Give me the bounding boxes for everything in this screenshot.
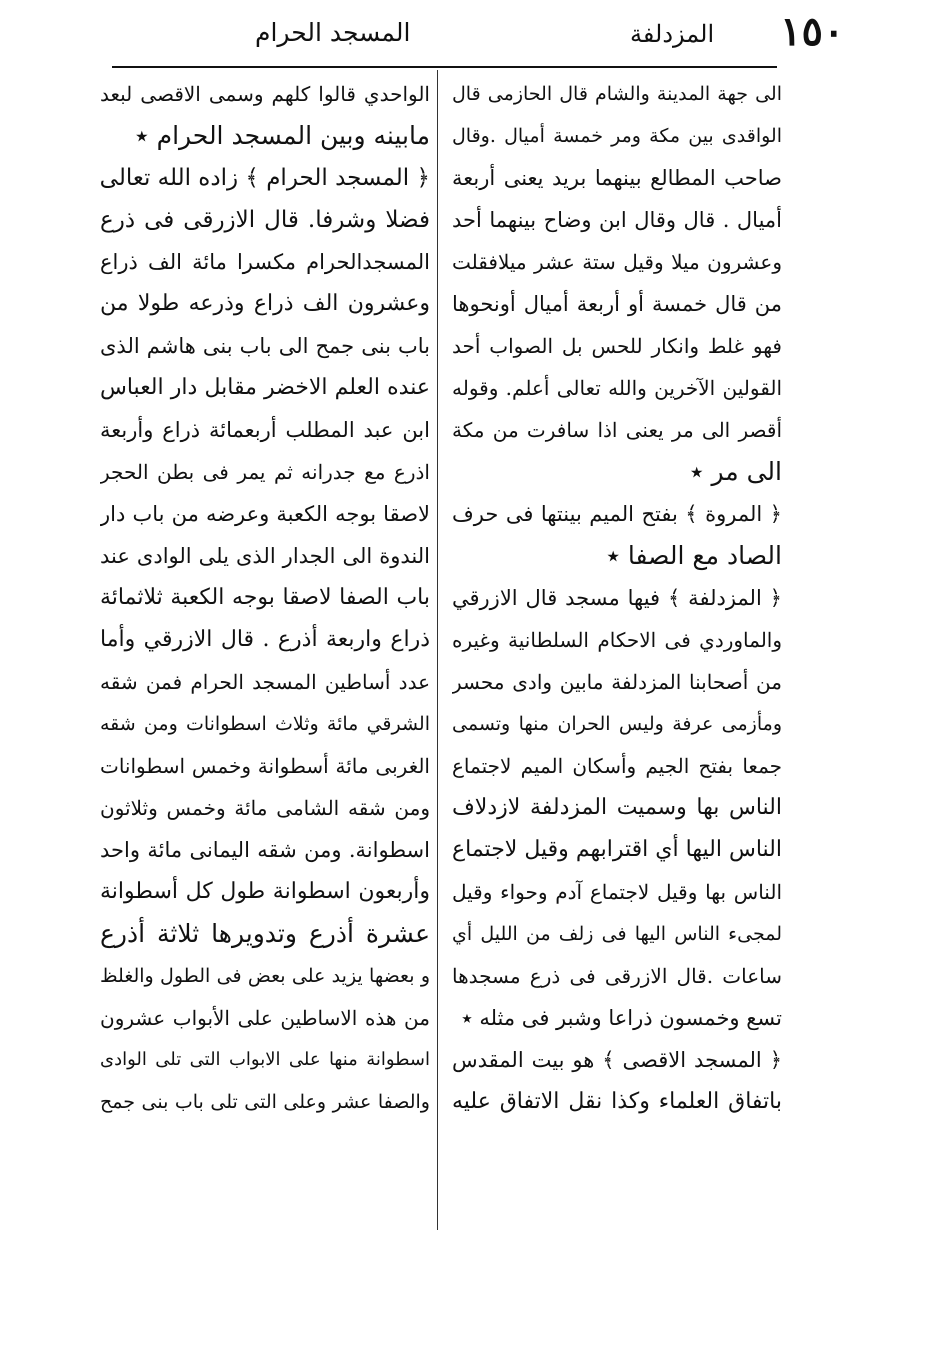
- text-line: وعشرون الف ذراع وذرعه طولا من: [100, 291, 430, 316]
- entry-heading-line: ﴿ المسجد الاقصى ﴾ هو بيت المقدس: [452, 1048, 782, 1072]
- text-line: الى مر ٭: [689, 457, 782, 486]
- text-line: تسع وخمسون ذراعا وشبر فى مثله ٭: [461, 1006, 782, 1030]
- text-line: ابن عبد المطلب أربعمائة ذراع وأربعة: [100, 418, 430, 442]
- text-line: باب بنى جمح الى باب بنى هاشم الذى: [100, 334, 430, 358]
- text-line: الناس بها وقيل لاجتماع آدم وحواء وقيل: [452, 880, 782, 904]
- text-line: الناس بها وسميت المزدلفة لازدلاف: [452, 795, 782, 820]
- text-line: ذراع واربعة أذرع . قال الازرقي وأما: [100, 627, 430, 652]
- text-line: مابينه وبين المسجد الحرام ٭: [135, 121, 430, 150]
- left-running-title: المسجد الحرام: [255, 18, 411, 47]
- right-running-title: المزدلفة: [630, 20, 715, 48]
- text-line: اسطوانة. ومن شقه اليمانى مائة واحد: [100, 838, 430, 862]
- text-line: أميال . قال وقال ابن وضاح بينهما أحد: [452, 208, 782, 232]
- text-line: الواحدي قالوا كلهم وسمى الاقصى لبعد: [100, 82, 430, 106]
- left-column: [100, 73, 430, 1123]
- text-line: فهو غلط وانكار للحس بل الصواب أحد: [452, 334, 782, 358]
- text-line: ساعات .قال الازرقى فى ذرع مسجدها: [452, 964, 782, 988]
- text-line: الواقدى بين مكة ومر خمسة أميال .وقال: [452, 125, 782, 147]
- text-line: و بعضها يزيد على بعض فى الطول والغلظ: [100, 965, 430, 987]
- text-line: من أصحابنا المزدلفة مابين وادى محسر: [452, 670, 782, 694]
- text-line: عشرة أذرع وتدويرها ثلاثة أذرع: [100, 919, 430, 948]
- entry-heading-line: ﴿ المروة ﴾ بفتح الميم بينتها فى حرف: [452, 502, 782, 526]
- text-line: الندوة الى الجدار الذى يلى الوادى عند: [100, 544, 430, 568]
- text-line: صاحب المطالع بينهما بريد يعنى أربعة: [452, 166, 782, 190]
- text-line: عدد أساطين المسجد الحرام فمن شقه: [100, 670, 430, 694]
- text-line: باتفاق العلماء وكذا نقل الاتفاق عليه: [452, 1089, 782, 1114]
- running-header: [100, 8, 860, 64]
- text-line: ومأزمى عرفة وليس الحران منها وتسمى: [452, 713, 782, 735]
- text-line: اسطوانة منها على الابواب التى تلى الوادى: [100, 1049, 430, 1070]
- text-line: لمجىء الناس اليها فى زلف من الليل أي: [452, 923, 782, 945]
- text-line: والماوردي فى الاحكام السلطانية وغيره: [452, 628, 782, 652]
- text-line: الغربى مائة أسطوانة وخمس اسطوانات: [100, 754, 430, 778]
- header-rule: [112, 66, 777, 68]
- column-divider: [437, 70, 438, 1230]
- text-line: لاصقا بوجه الكعبة وعرضه من باب دار: [100, 502, 430, 526]
- text-line: الى جهة المدينة والشام قال الحازمى قال: [452, 83, 782, 105]
- text-line: ومن شقه الشامى مائة وخمس وثلاثون: [100, 796, 430, 820]
- text-line: المسجدالحرام مكسرا مائة الف ذراع: [100, 250, 430, 274]
- text-line: جمعا بفتح الجيم وأسكان الميم لاجتماع: [452, 754, 782, 778]
- text-line: من هذه الاساطين على الأبواب عشرون: [100, 1006, 430, 1030]
- right-column: [452, 73, 782, 1123]
- text-line: أقصر الى مر يعنى اذا سافرت من مكة: [452, 418, 782, 442]
- text-line: الناس اليها أي اقترابهم وقيل لاجتماع: [452, 837, 782, 862]
- page-number: ١٥٠: [780, 8, 845, 55]
- text-line: القولين الآخرين والله تعالى أعلم. وقوله: [452, 376, 782, 400]
- text-line: الصاد مع الصفا ٭: [606, 541, 782, 570]
- text-line: باب الصفا لاصقا بوجه الكعبة ثلاثمائة: [100, 585, 430, 610]
- text-line: عنده العلم الاخضر مقابل دار العباس: [100, 375, 430, 400]
- entry-heading-line: ﴿ المزدلفة ﴾ فيها مسجد قال الازرقي: [452, 586, 782, 610]
- text-line: اذرع مع جدرانه ثم يمر فى بطن الحجر: [100, 460, 430, 484]
- entry-heading-line: ﴿ المسجد الحرام ﴾ زاده الله تعالى: [100, 165, 430, 191]
- text-line: وعشرون ميلا وقيل ستة عشر ميلافقلت: [452, 250, 782, 274]
- text-line: الشرقي مائة وثلاث اسطوانات ومن شقه: [100, 713, 430, 735]
- text-line: وأربعون اسطوانة طول كل أسطوانة: [100, 879, 430, 904]
- text-line: من قال خمسة أو أربعة أميال أونحوها: [452, 292, 782, 316]
- text-line: والصفا عشر وعلى التى تلى باب بنى جمح: [100, 1091, 430, 1113]
- text-line: فضلا وشرفا. قال الازرقى فى ذرع: [100, 207, 430, 233]
